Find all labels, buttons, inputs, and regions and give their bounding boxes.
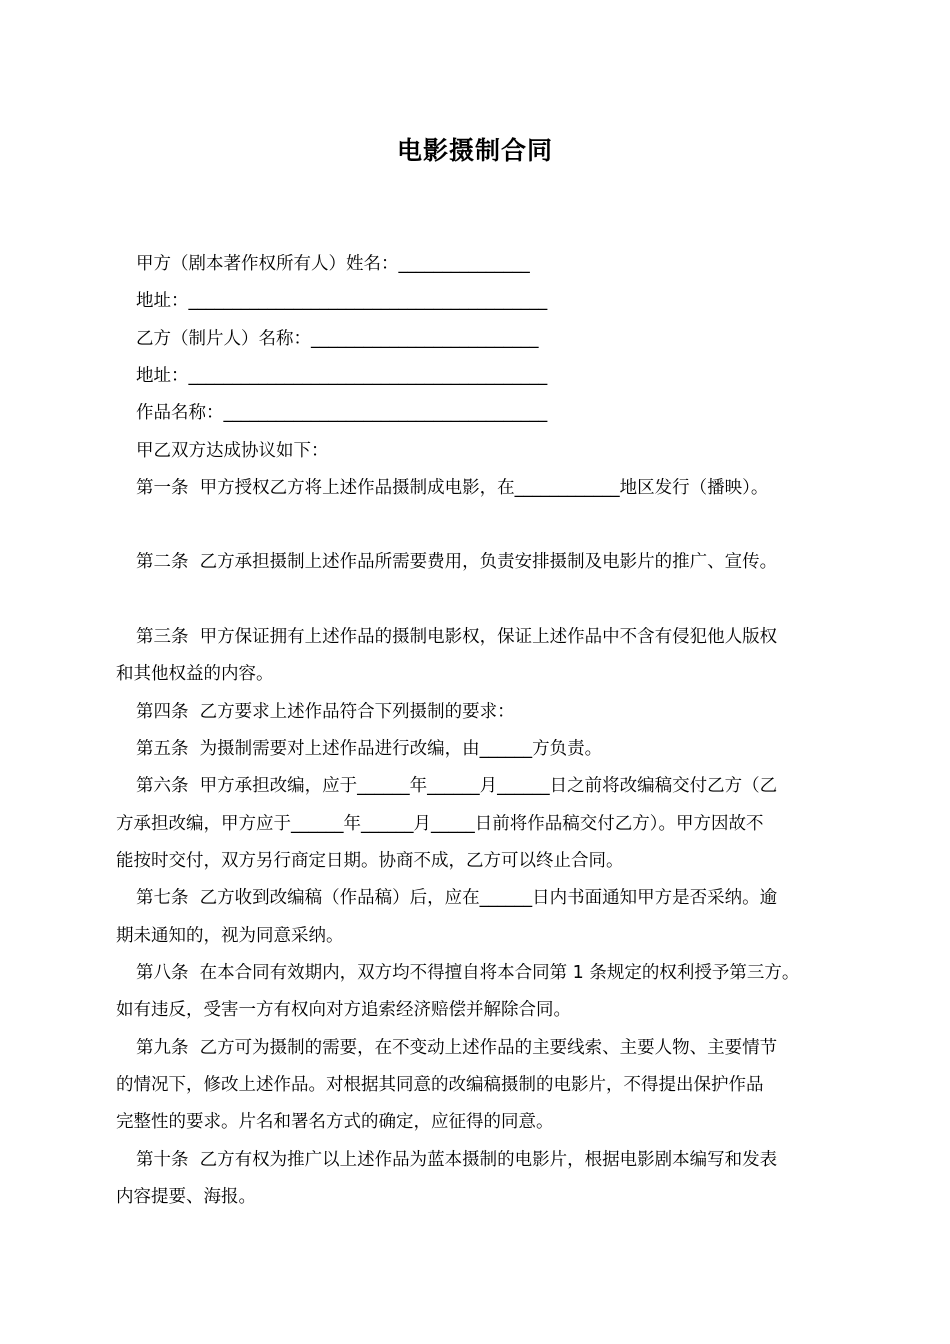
clause-7-continued: 期未通知的，视为同意采纳。 — [116, 926, 344, 946]
clause-6-continued-2: 能按时交付，双方另行商定日期。协商不成，乙方可以终止合同。 — [116, 851, 624, 871]
party-b-name-line: 乙方（制片人）名称：__________________________ — [136, 329, 539, 349]
clause-8-continued: 如有违反，受害一方有权向对方追索经济赔偿并解除合同。 — [116, 1000, 571, 1020]
clause-6: 第六条 甲方承担改编，应于______年______月______日之前将改编稿交付乙方（乙 — [136, 776, 778, 796]
clause-7: 第七条 乙方收到改编稿（作品稿）后，应在______日内书面通知甲方是否采纳。逾 — [136, 888, 778, 908]
clause-9-continued-2: 完整性的要求。片名和署名方式的确定，应征得的同意。 — [116, 1112, 554, 1132]
clause-2: 第二条 乙方承担摄制上述作品所需要费用，负责安排摄制及电影片的推广、宣传。 — [136, 552, 778, 572]
clause-8: 第八条 在本合同有效期内，双方均不得擅自将本合同第 1 条规定的权利授予第三方。 — [136, 963, 800, 983]
clause-1: 第一条 甲方授权乙方将上述作品摄制成电影，在____________地区发行（播映）。 — [136, 478, 769, 498]
party-a-address-line: 地址：_________________________________________ — [136, 291, 548, 311]
clause-4: 第四条 乙方要求上述作品符合下列摄制的要求： — [136, 702, 515, 722]
clause-9: 第九条 乙方可为摄制的需要，在不变动上述作品的主要线索、主要人物、主要情节 — [136, 1038, 778, 1058]
clause-10: 第十条 乙方有权为推广以上述作品为蓝本摄制的电影片，根据电影剧本编写和发表 — [136, 1150, 778, 1170]
work-title-line: 作品名称：_____________________________________ — [136, 403, 548, 423]
clause-3: 第三条 甲方保证拥有上述作品的摄制电影权，保证上述作品中不含有侵犯他人版权 — [136, 627, 778, 647]
clause-9-continued-1: 的情况下，修改上述作品。对根据其同意的改编稿摄制的电影片，不得提出保护作品 — [116, 1075, 764, 1095]
agreement-intro: 甲乙双方达成协议如下： — [136, 441, 329, 461]
clause-6-continued-1: 方承担改编，甲方应于______年______月_____日前将作品稿交付乙方）。甲方因故不 — [116, 814, 764, 834]
clause-5: 第五条 为摄制需要对上述作品进行改编，由______方负责。 — [136, 739, 603, 759]
clause-3-continued: 和其他权益的内容。 — [116, 664, 274, 684]
party-b-address-line: 地址：_________________________________________ — [136, 366, 548, 386]
document-title: 电影摄制合同 — [396, 136, 553, 165]
clause-10-continued: 内容提要、海报。 — [116, 1187, 256, 1207]
party-a-name-line: 甲方（剧本著作权所有人）姓名：_______________ — [136, 254, 530, 274]
